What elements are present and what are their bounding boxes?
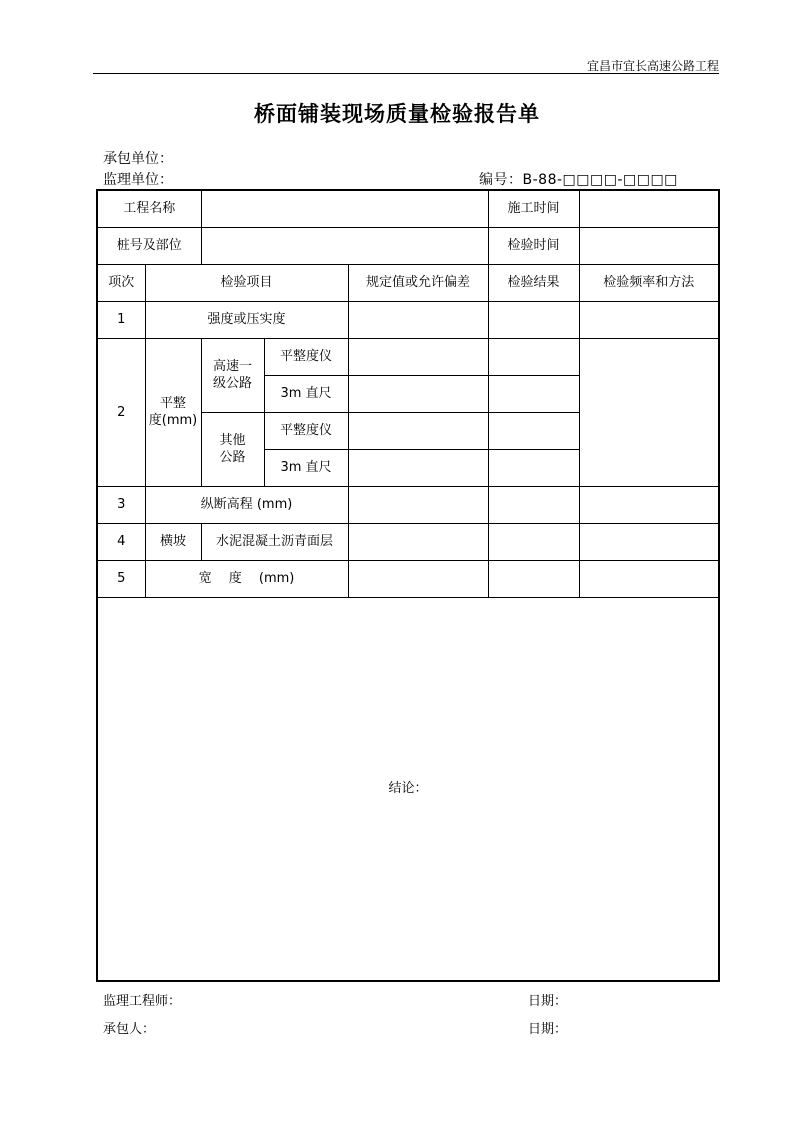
header-item: 检验项目 [145,264,348,301]
row-3-frequency[interactable] [579,486,719,523]
row-2-frequency[interactable] [579,338,719,486]
row-2c-method: 平整度仪 [264,412,348,449]
group-highway-line2: 级公路 [213,376,253,391]
row-4-item: 横坡 [145,523,201,560]
table-row-2a [97,338,719,375]
row-2d-result[interactable] [488,449,579,486]
row-5-result[interactable] [488,560,579,597]
row-2-group-highway [201,338,264,412]
row-4-no: 4 [97,523,145,560]
row-5-item: 宽 度 (mm) [145,560,348,597]
station-label: 桩号及部位 [97,227,201,264]
supervisor-label: 监理单位： [103,172,173,188]
row-2-item-line1: 平整 [160,396,187,411]
page-title: 桥面铺装现场质量检验报告单 [254,101,540,126]
row-1-result[interactable] [488,301,579,338]
project-header: 宜昌市宜长高速公路工程 [586,59,719,73]
row-2c-tolerance[interactable] [348,412,488,449]
info-row-station [97,227,719,264]
row-2-no: 2 [97,338,145,486]
row-2b-result[interactable] [488,375,579,412]
header-row [97,264,719,301]
row-5-tolerance[interactable] [348,560,488,597]
engineer-label: 监理工程师： [103,994,182,1009]
row-3-item: 纵断高程 (mm) [145,486,348,523]
row-5-no: 5 [97,560,145,597]
header-frequency: 检验频率和方法 [579,264,719,301]
row-2-item-line2: 度(mm) [148,413,198,428]
table-row-5 [97,560,719,597]
inspection-time-label: 检验时间 [488,227,579,264]
row-2-item [145,338,201,486]
row-3-tolerance[interactable] [348,486,488,523]
construction-time-label: 施工时间 [488,190,579,227]
serial-number: 编号：B-88-□□□□-□□□□ [479,172,678,188]
info-row-project [97,190,719,227]
row-1-tolerance[interactable] [348,301,488,338]
conclusion-row [97,597,719,981]
row-3-result[interactable] [488,486,579,523]
row-3-no: 3 [97,486,145,523]
row-2c-result[interactable] [488,412,579,449]
conclusion-area[interactable] [97,597,719,981]
group-other-line2: 公路 [219,450,246,465]
project-name-field[interactable] [201,190,488,227]
group-highway-line1: 高速一 [213,359,253,374]
row-2a-result[interactable] [488,338,579,375]
engineer-date-label: 日期： [528,994,568,1009]
inspection-form-table [96,189,720,982]
header-tolerance: 规定值或允许偏差 [348,264,488,301]
contractor-sign-label: 承包人： [103,1022,156,1037]
row-1-item: 强度或压实度 [145,301,348,338]
row-2a-method: 平整度仪 [264,338,348,375]
inspection-time-field[interactable] [579,227,719,264]
row-4-sub: 水泥混凝土沥青面层 [201,523,348,560]
row-5-frequency[interactable] [579,560,719,597]
project-name-label: 工程名称 [97,190,201,227]
conclusion-label: 结论： [388,781,428,797]
table-row-1 [97,301,719,338]
header-no: 项次 [97,264,145,301]
row-4-frequency[interactable] [579,523,719,560]
header-result: 检验结果 [488,264,579,301]
contractor-label: 承包单位： [103,151,173,167]
row-2-group-other [201,412,264,486]
station-field[interactable] [201,227,488,264]
row-2b-tolerance[interactable] [348,375,488,412]
row-1-frequency[interactable] [579,301,719,338]
row-2d-method: 3m 直尺 [264,449,348,486]
group-other-line1: 其他 [219,433,246,448]
row-4-tolerance[interactable] [348,523,488,560]
table-row-3 [97,486,719,523]
row-2b-method: 3m 直尺 [264,375,348,412]
header-divider [93,73,719,74]
table-row-4 [97,523,719,560]
construction-time-field[interactable] [579,190,719,227]
row-2d-tolerance[interactable] [348,449,488,486]
row-2a-tolerance[interactable] [348,338,488,375]
contractor-date-label: 日期： [528,1022,568,1037]
row-1-no: 1 [97,301,145,338]
row-4-result[interactable] [488,523,579,560]
